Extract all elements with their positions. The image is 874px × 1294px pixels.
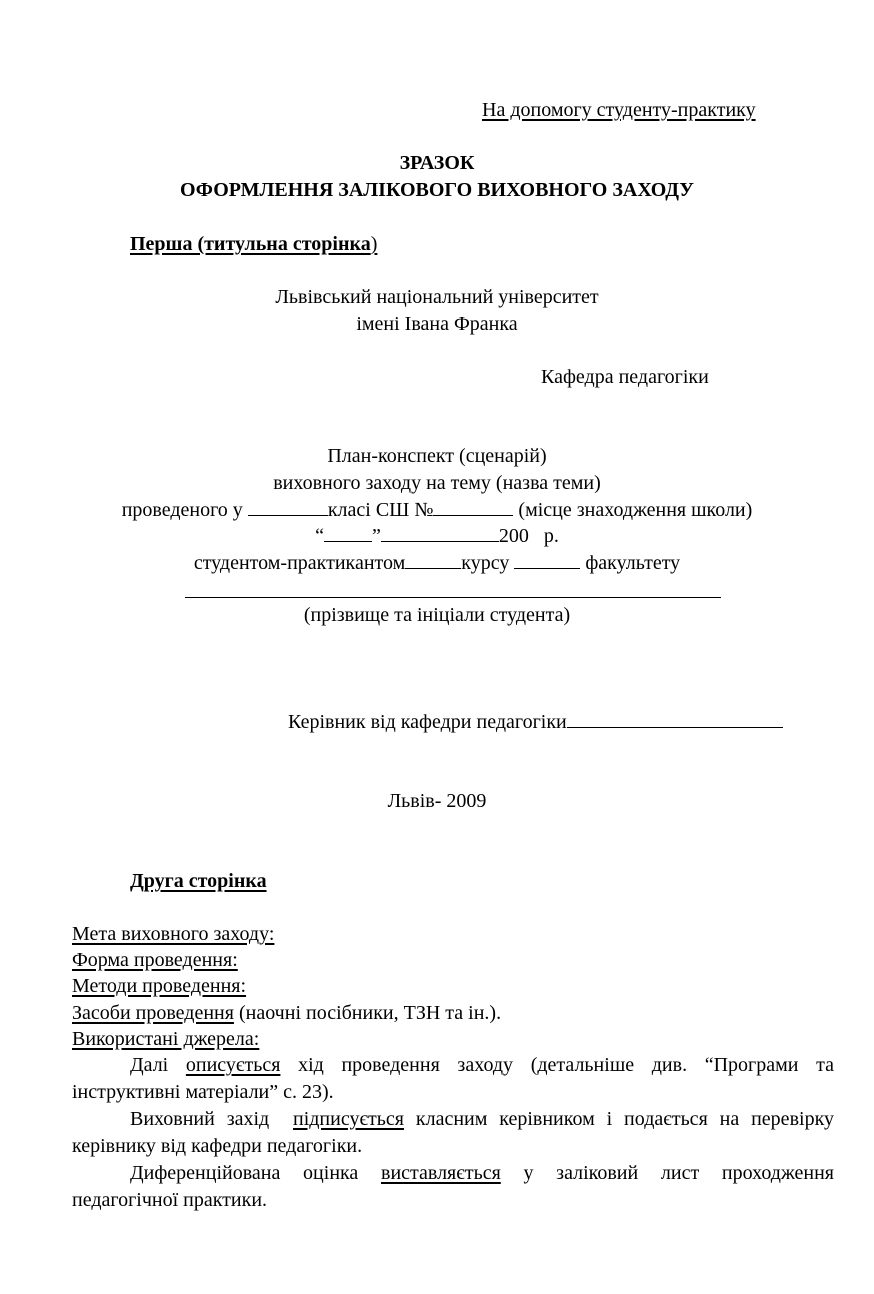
supervisor-label: Керівник від кафедри педагогіки: [288, 711, 567, 733]
paragraph-3: [72, 1160, 834, 1214]
student-name-blank: [185, 577, 721, 598]
student-a: студентом-практикантом: [193, 552, 406, 574]
plan-line-3-b: класі СШ №: [327, 499, 434, 521]
page1-heading: [130, 231, 377, 257]
title-line-2: ОФОРМЛЕННЯ ЗАЛІКОВОГО ВИХОВНОГО ЗАХОДУ: [179, 179, 694, 201]
plan-line-3-a: проведеного у: [121, 499, 248, 521]
header-note: На допомогу студенту-практику: [482, 99, 756, 121]
date-open-quote: “: [315, 525, 324, 547]
field-sources: Використані джерела:: [72, 1028, 260, 1050]
paragraph-1: [72, 1052, 834, 1106]
means-label: Засоби проведення: [72, 1002, 234, 1024]
class-blank: [248, 497, 328, 516]
supervisor-line: [288, 709, 783, 735]
means-note: (наочні посібники, ТЗН та ін.).: [233, 1002, 502, 1024]
para2-a: Виховний захід: [130, 1108, 293, 1130]
field-goal: Мета виховного заходу:: [72, 923, 275, 945]
page1-heading-text: Перша (титульна сторінка: [130, 233, 371, 255]
date-year: 200: [498, 525, 529, 547]
para1-u: описується: [185, 1054, 281, 1076]
student-c: факультету: [580, 552, 681, 574]
plan-line-2: виховного заходу на тему (назва теми): [273, 472, 601, 494]
student-b: курсу: [461, 552, 515, 574]
page2-heading: Друга сторінка: [130, 870, 267, 892]
date-suffix: р.: [543, 525, 559, 547]
page1-heading-paren: ): [370, 233, 378, 255]
field-means: [72, 1000, 501, 1026]
university-line-2: імені Івана Франка: [356, 313, 518, 335]
date-close-quote: ”: [372, 525, 381, 547]
school-number-blank: [433, 497, 513, 516]
department: Кафедра педагогіки: [541, 366, 709, 388]
para3-a: Диференційована оцінка: [130, 1162, 382, 1184]
month-blank: [381, 523, 499, 542]
faculty-blank: [514, 550, 580, 569]
supervisor-blank: [567, 709, 783, 728]
title-line-1: ЗРАЗОК: [399, 152, 475, 174]
paragraph-2: [72, 1106, 834, 1160]
course-blank: [405, 550, 461, 569]
field-methods: Методи проведення:: [72, 975, 247, 997]
para3-u: виставляється: [381, 1162, 501, 1184]
para2-b: класним керівником і подається на перевірку керівнику від кафедри педагогіки.: [72, 1108, 834, 1157]
student-line: [0, 550, 874, 576]
city-year: Львів- 2009: [387, 790, 487, 812]
para1-a: Далі: [130, 1054, 186, 1076]
university-line-1: Львівський національний університет: [275, 286, 599, 308]
para1-b: хід проведення заходу (детальніше див. “Програми та інструктивні матеріали” с. 23).: [72, 1054, 834, 1103]
para3-b: у заліковий лист проходження педагогічної практики.: [72, 1162, 834, 1211]
student-name-caption: (прізвище та ініціали студента): [303, 604, 571, 626]
para2-u: підписується: [293, 1108, 404, 1130]
plan-line-1: План-конспект (сценарій): [327, 445, 547, 467]
field-form: Форма проведення:: [72, 949, 238, 971]
page2-paragraphs: [72, 1052, 834, 1214]
date-line: [0, 523, 874, 549]
plan-line-3-c: (місце знаходження школи): [513, 499, 753, 521]
plan-line-3: [0, 497, 874, 523]
day-blank: [324, 523, 372, 542]
